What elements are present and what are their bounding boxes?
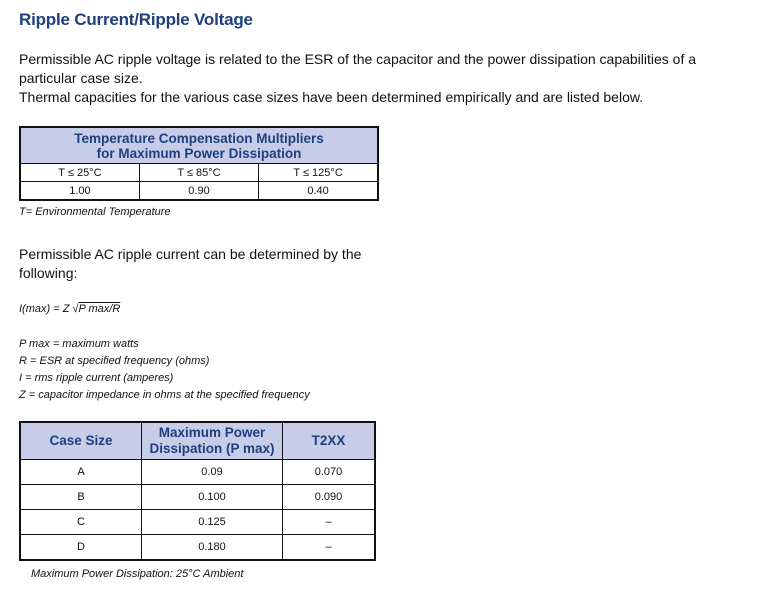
- power-dissipation-table: [19, 421, 376, 561]
- case-size-cell: A: [20, 460, 142, 485]
- t2xx-cell: 0.070: [283, 460, 376, 485]
- power-table-note: Maximum Power Dissipation: 25°C Ambient: [31, 568, 244, 580]
- temperature-multiplier-value: 0.90: [139, 182, 258, 201]
- ripple-current-intro: Permissible AC ripple current can be determined by the following:: [19, 246, 362, 281]
- t2xx-cell: –: [283, 535, 376, 561]
- t2xx-cell: –: [283, 510, 376, 535]
- max-power-cell: 0.100: [142, 485, 283, 510]
- temperature-column-label: T ≤ 85°C: [139, 164, 258, 182]
- power-table-header-row: [20, 422, 375, 460]
- temperature-table-value-row: [20, 182, 378, 201]
- table-row: [20, 535, 375, 561]
- temperature-table-label-row: [20, 164, 378, 182]
- case-size-cell: B: [20, 485, 142, 510]
- definition-item: Z = capacitor impedance in ohms at the specified frequency: [19, 389, 310, 401]
- temperature-table-header: [20, 127, 378, 164]
- max-power-cell: 0.09: [142, 460, 283, 485]
- temperature-table-header-line-1: Temperature Compensation Multipliers: [74, 131, 324, 146]
- formula-radicand: P max/R: [78, 303, 121, 315]
- definition-item: I = rms ripple current (amperes): [19, 372, 174, 384]
- header-t2xx: T2XX: [283, 422, 376, 460]
- definition-item: P max = maximum watts: [19, 338, 139, 350]
- temperature-table-header-line-2: for Maximum Power Dissipation: [96, 146, 302, 161]
- table-row: [20, 460, 375, 485]
- temperature-column-label: T ≤ 125°C: [259, 164, 378, 182]
- max-power-cell: 0.180: [142, 535, 283, 561]
- definition-item: R = ESR at specified frequency (ohms): [19, 355, 210, 367]
- temperature-multiplier-table: [19, 126, 379, 201]
- table-row: [20, 485, 375, 510]
- header-max-power-dissipation: Maximum Power Dissipation (P max): [142, 422, 283, 460]
- intro-paragraph-1: Permissible AC ripple voltage is related to the ESR of the capacitor and the power dissipation capabilities of a particular case size.: [19, 51, 697, 86]
- table-row: [20, 510, 375, 535]
- temperature-note: T= Environmental Temperature: [19, 206, 171, 218]
- max-power-cell: 0.125: [142, 510, 283, 535]
- ripple-current-formula: [19, 303, 120, 315]
- intro-paragraph-2: Thermal capacities for the various case sizes have been determined empirically and are listed below.: [19, 89, 644, 105]
- formula-definitions: [19, 336, 310, 404]
- case-size-cell: C: [20, 510, 142, 535]
- temperature-column-label: T ≤ 25°C: [20, 164, 139, 182]
- formula-lhs: I(max) = Z √: [19, 303, 79, 315]
- page-title: Ripple Current/Ripple Voltage: [19, 10, 253, 29]
- t2xx-cell: 0.090: [283, 485, 376, 510]
- header-case-size: Case Size: [20, 422, 142, 460]
- temperature-multiplier-value: 1.00: [20, 182, 139, 201]
- case-size-cell: D: [20, 535, 142, 561]
- temperature-multiplier-value: 0.40: [259, 182, 378, 201]
